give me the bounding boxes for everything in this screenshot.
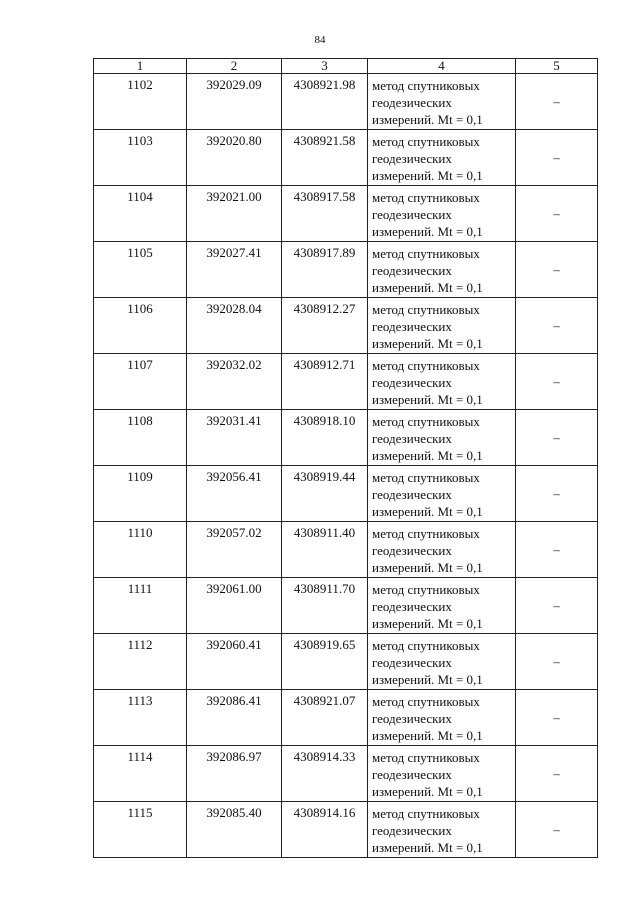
- point-number-cell: 1109: [94, 466, 187, 522]
- method-line: метод спутниковых: [372, 134, 480, 149]
- column-5-cell: –: [516, 690, 598, 746]
- table-row: [94, 354, 598, 410]
- method-line: измерений. Mt = 0,1: [372, 224, 483, 239]
- method-line: геодезических: [372, 599, 452, 614]
- x-coordinate-cell: 392086.41: [187, 690, 282, 746]
- point-number-cell: 1112: [94, 634, 187, 690]
- method-line: измерений. Mt = 0,1: [372, 504, 483, 519]
- y-coordinate-cell: 4308917.89: [282, 242, 368, 298]
- method-cell: [368, 634, 516, 690]
- method-cell: [368, 186, 516, 242]
- column-5-cell: –: [516, 74, 598, 130]
- x-coordinate-cell: 392032.02: [187, 354, 282, 410]
- method-line: метод спутниковых: [372, 78, 480, 93]
- x-coordinate-cell: 392029.09: [187, 74, 282, 130]
- method-line: геодезических: [372, 375, 452, 390]
- method-line: геодезических: [372, 543, 452, 558]
- point-number-cell: 1115: [94, 802, 187, 858]
- x-coordinate-cell: 392021.00: [187, 186, 282, 242]
- method-cell: [368, 746, 516, 802]
- y-coordinate-cell: 4308912.71: [282, 354, 368, 410]
- point-number-cell: 1111: [94, 578, 187, 634]
- column-5-cell: –: [516, 186, 598, 242]
- method-line: измерений. Mt = 0,1: [372, 112, 483, 127]
- y-coordinate-cell: 4308914.16: [282, 802, 368, 858]
- y-coordinate-cell: 4308921.98: [282, 74, 368, 130]
- x-coordinate-cell: 392027.41: [187, 242, 282, 298]
- point-number-cell: 1103: [94, 130, 187, 186]
- x-coordinate-cell: 392020.80: [187, 130, 282, 186]
- method-line: метод спутниковых: [372, 190, 480, 205]
- x-coordinate-cell: 392086.97: [187, 746, 282, 802]
- method-line: измерений. Mt = 0,1: [372, 616, 483, 631]
- y-coordinate-cell: 4308914.33: [282, 746, 368, 802]
- column-5-cell: –: [516, 130, 598, 186]
- column-5-cell: –: [516, 354, 598, 410]
- y-coordinate-cell: 4308911.40: [282, 522, 368, 578]
- table-row: [94, 522, 598, 578]
- point-number-cell: 1107: [94, 354, 187, 410]
- method-line: геодезических: [372, 319, 452, 334]
- method-cell: [368, 298, 516, 354]
- table-row: [94, 690, 598, 746]
- point-number-cell: 1114: [94, 746, 187, 802]
- y-coordinate-cell: 4308919.65: [282, 634, 368, 690]
- method-line: измерений. Mt = 0,1: [372, 168, 483, 183]
- method-cell: [368, 354, 516, 410]
- method-cell: [368, 410, 516, 466]
- table-row: [94, 242, 598, 298]
- method-line: метод спутниковых: [372, 414, 480, 429]
- point-number-cell: 1104: [94, 186, 187, 242]
- column-5-cell: –: [516, 466, 598, 522]
- method-line: измерений. Mt = 0,1: [372, 784, 483, 799]
- method-cell: [368, 802, 516, 858]
- method-cell: [368, 242, 516, 298]
- point-number-cell: 1106: [94, 298, 187, 354]
- method-line: геодезических: [372, 95, 452, 110]
- x-coordinate-cell: 392031.41: [187, 410, 282, 466]
- method-line: геодезических: [372, 263, 452, 278]
- method-line: метод спутниковых: [372, 750, 480, 765]
- method-line: геодезических: [372, 823, 452, 838]
- point-number-cell: 1105: [94, 242, 187, 298]
- method-line: метод спутниковых: [372, 694, 480, 709]
- x-coordinate-cell: 392061.00: [187, 578, 282, 634]
- method-cell: [368, 466, 516, 522]
- table-row: [94, 746, 598, 802]
- method-line: метод спутниковых: [372, 582, 480, 597]
- table-row: [94, 186, 598, 242]
- method-cell: [368, 130, 516, 186]
- table-row: [94, 298, 598, 354]
- table-row: [94, 578, 598, 634]
- method-line: измерений. Mt = 0,1: [372, 448, 483, 463]
- method-line: измерений. Mt = 0,1: [372, 560, 483, 575]
- y-coordinate-cell: 4308917.58: [282, 186, 368, 242]
- table-row: [94, 802, 598, 858]
- method-line: метод спутниковых: [372, 246, 480, 261]
- y-coordinate-cell: 4308911.70: [282, 578, 368, 634]
- method-line: измерений. Mt = 0,1: [372, 392, 483, 407]
- y-coordinate-cell: 4308918.10: [282, 410, 368, 466]
- table-body: [94, 59, 598, 858]
- table-row: [94, 74, 598, 130]
- table-row: [94, 130, 598, 186]
- method-line: метод спутниковых: [372, 470, 480, 485]
- method-line: геодезических: [372, 431, 452, 446]
- point-number-cell: 1108: [94, 410, 187, 466]
- method-line: геодезических: [372, 767, 452, 782]
- coordinates-table: [93, 58, 598, 858]
- column-5-cell: –: [516, 802, 598, 858]
- x-coordinate-cell: 392057.02: [187, 522, 282, 578]
- header-cell: 5: [516, 59, 598, 74]
- header-cell: 4: [368, 59, 516, 74]
- point-number-cell: 1102: [94, 74, 187, 130]
- point-number-cell: 1110: [94, 522, 187, 578]
- method-line: измерений. Mt = 0,1: [372, 280, 483, 295]
- method-line: геодезических: [372, 207, 452, 222]
- method-cell: [368, 74, 516, 130]
- method-cell: [368, 578, 516, 634]
- page-number: 84: [314, 34, 326, 46]
- header-cell: 1: [94, 59, 187, 74]
- table-row: [94, 634, 598, 690]
- header-cell: 2: [187, 59, 282, 74]
- column-5-cell: –: [516, 242, 598, 298]
- method-line: геодезических: [372, 711, 452, 726]
- method-line: метод спутниковых: [372, 638, 480, 653]
- column-5-cell: –: [516, 522, 598, 578]
- table-header-row: [94, 59, 598, 74]
- x-coordinate-cell: 392056.41: [187, 466, 282, 522]
- y-coordinate-cell: 4308921.58: [282, 130, 368, 186]
- column-5-cell: –: [516, 410, 598, 466]
- method-line: измерений. Mt = 0,1: [372, 672, 483, 687]
- header-cell: 3: [282, 59, 368, 74]
- column-5-cell: –: [516, 634, 598, 690]
- x-coordinate-cell: 392085.40: [187, 802, 282, 858]
- y-coordinate-cell: 4308919.44: [282, 466, 368, 522]
- method-line: метод спутниковых: [372, 358, 480, 373]
- column-5-cell: –: [516, 298, 598, 354]
- method-line: метод спутниковых: [372, 302, 480, 317]
- method-line: геодезических: [372, 487, 452, 502]
- method-line: измерений. Mt = 0,1: [372, 840, 483, 855]
- column-5-cell: –: [516, 746, 598, 802]
- method-line: измерений. Mt = 0,1: [372, 728, 483, 743]
- method-cell: [368, 522, 516, 578]
- column-5-cell: –: [516, 578, 598, 634]
- method-line: геодезических: [372, 151, 452, 166]
- x-coordinate-cell: 392028.04: [187, 298, 282, 354]
- point-number-cell: 1113: [94, 690, 187, 746]
- method-cell: [368, 690, 516, 746]
- method-line: метод спутниковых: [372, 806, 480, 821]
- y-coordinate-cell: 4308912.27: [282, 298, 368, 354]
- y-coordinate-cell: 4308921.07: [282, 690, 368, 746]
- method-line: геодезических: [372, 655, 452, 670]
- method-line: метод спутниковых: [372, 526, 480, 541]
- table-row: [94, 466, 598, 522]
- method-line: измерений. Mt = 0,1: [372, 336, 483, 351]
- table-row: [94, 410, 598, 466]
- x-coordinate-cell: 392060.41: [187, 634, 282, 690]
